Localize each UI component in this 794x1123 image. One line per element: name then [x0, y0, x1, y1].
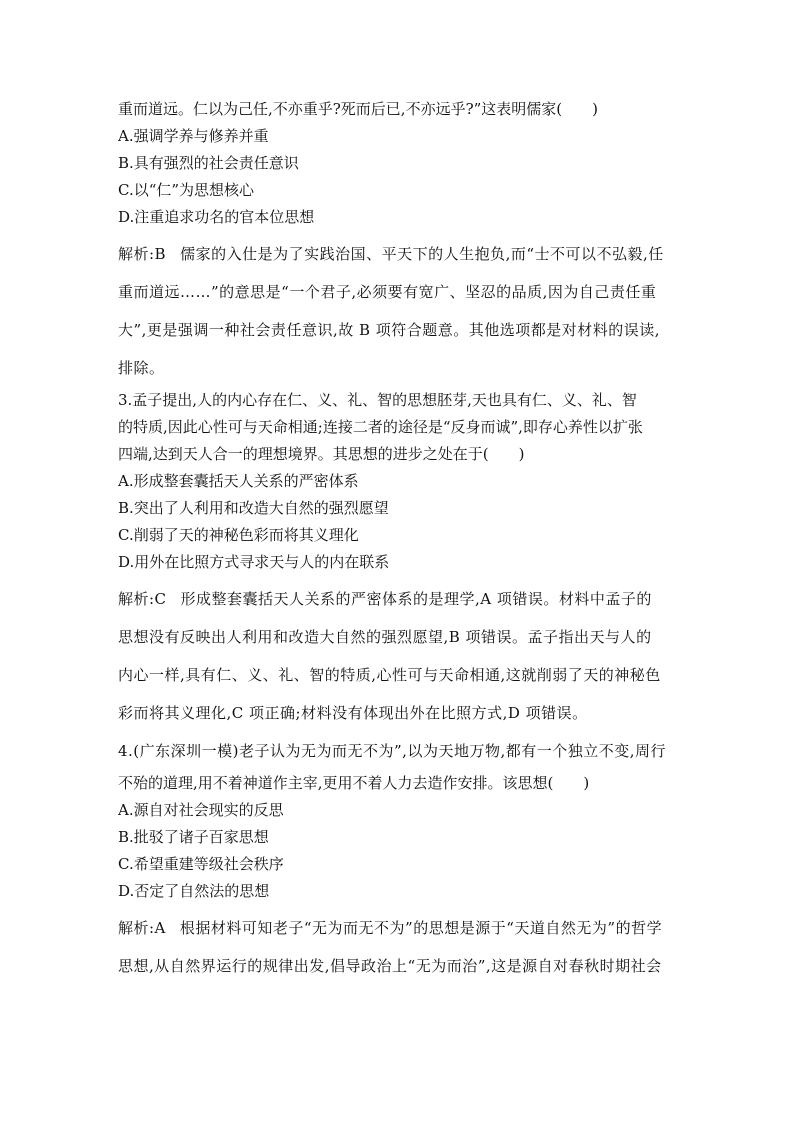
option-c: C.以“仁”为思想核心 [118, 181, 255, 199]
analysis-text: 形成整套囊括天人关系的严密体系的是理学,A 项错误。材料中孟子的 [180, 590, 652, 608]
question-stem-line: 3.孟子提出,人的内心存在仁、义、礼、智的思想胚芽,天也具有仁、义、礼、智 [118, 391, 637, 409]
option-d: D.否定了自然法的思想 [118, 882, 270, 900]
analysis-line: 重而道远……”的意思是“一个君子,必须要有宽广、坚忍的品质,因为自己责任重 [118, 283, 657, 301]
question-3 [118, 387, 678, 576]
analysis-4 [118, 909, 678, 985]
option-c: C.削弱了天的神秘色彩而将其义理化 [118, 526, 359, 544]
analysis-3 [118, 580, 678, 732]
analysis-label: 解析:B [118, 245, 167, 263]
analysis-line: 排除。 [118, 359, 165, 377]
question-stem-line: 四端,达到天人合一的理想境界。其思想的进步之处在于( ) [118, 445, 525, 463]
option-b: B.具有强烈的社会责任意识 [118, 154, 299, 172]
question-stem [118, 732, 678, 770]
option-d: D.注重追求功名的官本位思想 [118, 208, 315, 226]
option-a: A.强调学养与修养并重 [118, 127, 269, 145]
option-a: A.源自对社会现实的反思 [118, 801, 284, 819]
question-stem-line: 重而道远。仁以为己任,不亦重乎?死而后已,不亦远乎?”这表明儒家( ) [118, 100, 598, 118]
analysis-line [118, 909, 678, 947]
option-b: B.突出了人利用和改造大自然的强烈愿望 [118, 499, 389, 517]
analysis-line: 思想,从自然界运行的规律出发,倡导政治上“无为而治”,这是源自对春秋时期社会 [118, 957, 662, 975]
option-c: C.希望重建等级社会秩序 [118, 855, 284, 873]
analysis-label: 解析:A [118, 919, 166, 937]
option-a: A.形成整套囊括天人关系的严密体系 [118, 472, 359, 490]
document-page [118, 96, 678, 985]
analysis-2 [118, 235, 678, 387]
question-4 [118, 732, 678, 905]
analysis-text: 根据材料可知老子“无为而无不为”的思想是源于“天道自然无为”的哲学 [179, 919, 663, 937]
analysis-line: 彩而将其义理化,C 项正确;材料没有体现出外在比照方式,D 项错误。 [118, 704, 588, 722]
question-2 [118, 96, 678, 231]
question-stem-line: 的特质,因此心性可与天命相通;连接二者的途径是“反身而诚”,即存心养性以扩张 [118, 418, 643, 436]
analysis-line: 内心一样,具有仁、义、礼、智的特质,心性可与天命相通,这就削弱了天的神秘色 [118, 666, 661, 684]
analysis-line: 思想没有反映出人利用和改造大自然的强烈愿望,B 项错误。孟子指出天与人的 [118, 628, 652, 646]
question-stem-line: 不殆的道理,用不着神道作主宰,更用不着人力去造作安排。该思想( ) [118, 774, 590, 792]
option-b: B.批驳了诸子百家思想 [118, 828, 269, 846]
option-d: D.用外在比照方式寻求天与人的内在联系 [118, 553, 390, 571]
question-stem-line: 4.(广东深圳一模)老子认为无为而无不为”,以为天地万物,都有一个独立不变,周行 [118, 742, 666, 760]
analysis-text: 儒家的入仕是为了实践治国、平天下的人生抱负,而“士不可以不弘毅,任 [180, 245, 664, 263]
analysis-line: 大”,更是强调一种社会责任意识,故 B 项符合题意。其他选项都是对材料的误读, [118, 321, 661, 339]
analysis-label: 解析:C [118, 590, 167, 608]
analysis-line [118, 235, 678, 273]
analysis-line [118, 580, 678, 618]
